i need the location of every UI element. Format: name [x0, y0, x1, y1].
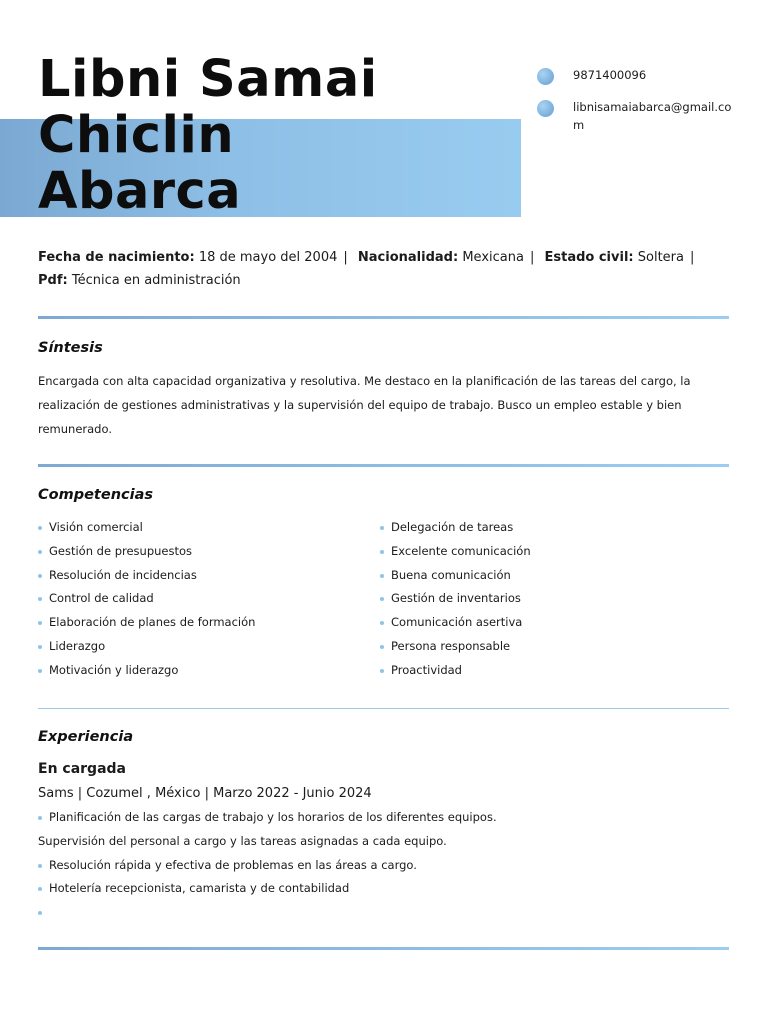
- job-bullet-empty: [38, 901, 730, 925]
- pdf-value: Técnica en administración: [71, 273, 241, 288]
- skill-item: Persona responsable: [380, 635, 722, 659]
- skill-item: Excelente comunicación: [380, 540, 722, 564]
- skill-item: Delegación de tareas: [380, 516, 722, 540]
- skill-item: Visión comercial: [38, 516, 380, 540]
- name-line-2: Chiclin: [38, 106, 235, 165]
- phone-bullet-icon: [537, 68, 554, 85]
- phone-number: 9871400096: [573, 68, 647, 82]
- skill-item: Resolución de incidencias: [38, 564, 380, 588]
- job-detail-line: Supervisión del personal a cargo y las tareas asignadas a cada equipo.: [38, 833, 447, 848]
- skills-column-left: [38, 516, 380, 683]
- separator: |: [689, 250, 695, 265]
- summary-title: Síntesis: [38, 340, 103, 356]
- candidate-name: [38, 52, 378, 220]
- birth-label: Fecha de nacimiento:: [38, 250, 195, 265]
- job-bullet: Resolución rápida y efectiva de problemas en las áreas a cargo.: [38, 854, 730, 878]
- birth-value: 18 de mayo del 2004: [198, 250, 338, 265]
- job-bullets: [38, 806, 730, 830]
- job-bullet: Hotelería recepcionista, camarista y de contabilidad: [38, 877, 730, 901]
- skill-item: Control de calidad: [38, 587, 380, 611]
- job-bullets: [38, 854, 730, 925]
- skill-item: Buena comunicación: [380, 564, 722, 588]
- separator: |: [343, 250, 348, 265]
- skill-item: Gestión de inventarios: [380, 587, 722, 611]
- skill-item: Motivación y liderazgo: [38, 659, 380, 683]
- job-meta: Sams | Cozumel , México | Marzo 2022 - Junio 2024: [38, 786, 372, 801]
- civil-status-value: Soltera: [637, 250, 684, 265]
- experience-title: Experiencia: [38, 729, 134, 745]
- section-divider: [38, 708, 729, 709]
- skill-item: Comunicación asertiva: [380, 611, 722, 635]
- contact-phone: [537, 66, 737, 84]
- section-divider: [38, 464, 729, 467]
- job-bullet: Planificación de las cargas de trabajo y los horarios de los diferentes equipos.: [38, 806, 730, 830]
- skills-column-right: [380, 516, 722, 683]
- skills-list: [38, 516, 738, 683]
- skills-title: Competencias: [38, 487, 153, 503]
- skill-item: Elaboración de planes de formación: [38, 611, 380, 635]
- skill-item: Proactividad: [380, 659, 722, 683]
- nationality-value: Mexicana: [462, 250, 524, 265]
- pdf-label: Pdf:: [38, 273, 68, 288]
- separator: |: [529, 250, 535, 265]
- name-line-1: Libni Samai: [38, 50, 378, 109]
- section-divider: [38, 316, 729, 319]
- nationality-label: Nacionalidad:: [357, 250, 459, 265]
- email-bullet-icon: [537, 100, 554, 117]
- contact-block: [537, 66, 737, 134]
- skill-item: Liderazgo: [38, 635, 380, 659]
- civil-status-label: Estado civil:: [544, 250, 634, 265]
- name-line-3: Abarca: [38, 162, 242, 221]
- email-address: libnisamaiabarca@gmail.com: [573, 100, 732, 132]
- job-title: En cargada: [38, 761, 126, 777]
- section-divider: [38, 947, 729, 950]
- personal-info: [38, 246, 728, 292]
- skill-item: Gestión de presupuestos: [38, 540, 380, 564]
- contact-email: [537, 98, 737, 134]
- job-details: [38, 806, 730, 925]
- summary-text: Encargada con alta capacidad organizativa y resolutiva. Me destaco en la planificación de las tareas del cargo, la realización de gestiones administrativas y la supervisión del equipo de trabajo. Busco un empleo estable y bien remunerado.: [38, 374, 691, 436]
